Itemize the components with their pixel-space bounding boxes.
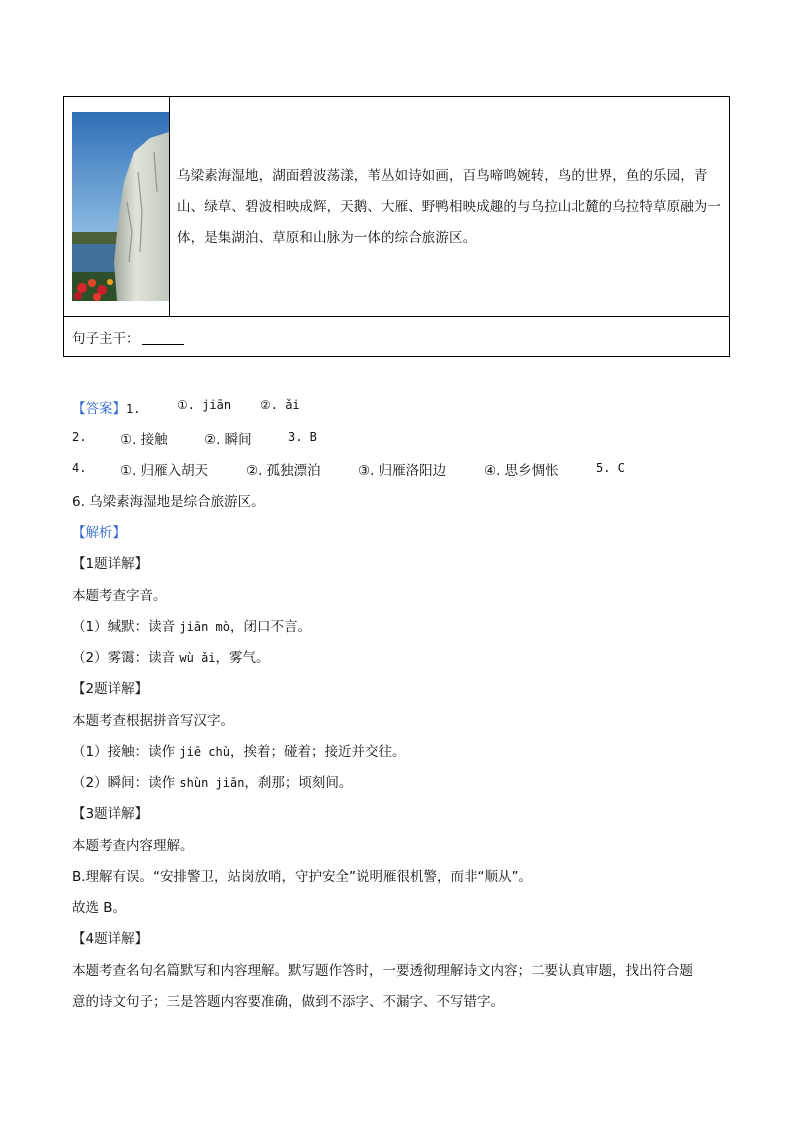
q2-title: 【2题详解】 xyxy=(72,681,149,697)
stem-row xyxy=(64,316,729,356)
stem-label: 句子主干： xyxy=(72,331,140,347)
answer-4b: ②. 孤独漂泊 xyxy=(246,463,321,479)
q1-item-1 xyxy=(72,615,311,635)
answer-2b: ②. 瞬间 xyxy=(204,432,252,448)
q2-intro: 本题考查根据拼音写汉字。 xyxy=(72,713,234,729)
answer-4d: ④. 思乡惆怅 xyxy=(484,463,559,479)
q1-item-1-prefix: （1）缄默：读音 xyxy=(72,619,180,635)
q2-item-1 xyxy=(72,740,405,760)
passage-text: 乌梁素海湿地，湖面碧波荡漾，苇丛如诗如画，百鸟啼鸣婉转，鸟的世界，鱼的乐园，青山、绿草、碧波相映成辉，天鹅、大雁、野鸭相映成趣的与乌拉山北麓的乌拉特草原融为一体，是集湖泊、草原和山脉为一体的综合旅游区。 xyxy=(177,168,721,246)
q4-body-line-1: 本题考查名句名篇默写和内容理解。默写题作答时，一要透彻理解诗文内容；二要认真审题，找出符合题 xyxy=(72,963,693,979)
sentence-stem-prompt xyxy=(72,327,184,347)
answer-1-number: 1. xyxy=(126,402,141,416)
passage-cell xyxy=(170,97,729,316)
analysis-label: 【解析】 xyxy=(72,525,126,541)
q3-title: 【3题详解】 xyxy=(72,806,149,822)
q3-conclusion: 故选 B。 xyxy=(72,900,127,916)
q2-item-1-meaning: ，挨着；碰着；接近并交往。 xyxy=(229,744,406,760)
q4-body-line-2: 意的诗文句子；三是答题内容要准确，做到不添字、不漏字、不写错字。 xyxy=(72,994,504,1010)
q4-title: 【4题详解】 xyxy=(72,931,149,947)
q1-item-2-prefix: （2）雾霭：读音 xyxy=(72,650,180,666)
q2-item-2-meaning: ，刹那；顷刻间。 xyxy=(244,775,353,791)
q1-item-2 xyxy=(72,646,270,666)
q2-item-2 xyxy=(72,771,352,791)
answer-6: 6. 乌梁素海湿地是综合旅游区。 xyxy=(72,494,265,510)
q2-item-2-pinyin: shùn jiān xyxy=(179,776,245,790)
answer-4-number: 4. xyxy=(72,461,87,475)
answer-2a: ①. 接触 xyxy=(120,432,168,448)
answer-4c: ③. 归雁洛阳边 xyxy=(358,463,447,479)
answer-2-number: 2. xyxy=(72,430,87,444)
answer-1a: ①. jiān xyxy=(177,398,232,412)
answer-label: 【答案】 xyxy=(72,401,126,417)
q2-item-2-prefix: （2）瞬间：读作 xyxy=(72,775,180,791)
q3-body: B.理解有误。“安排警卫，站岗放哨，守护安全”说明雁很机警，而非“顺从”。 xyxy=(72,869,533,885)
question-table xyxy=(63,96,730,357)
answer-4a: ①. 归雁入胡天 xyxy=(120,463,209,479)
answer-blank[interactable] xyxy=(142,332,184,345)
q1-intro: 本题考查字音。 xyxy=(72,588,167,604)
q3-intro: 本题考查内容理解。 xyxy=(72,838,194,854)
answer-3: 3. B xyxy=(288,430,317,444)
q2-item-1-prefix: （1）接触：读作 xyxy=(72,744,180,760)
q1-item-1-pinyin: jiān mò xyxy=(179,620,230,634)
answer-line-1 xyxy=(72,397,140,417)
wetland-photo xyxy=(72,112,169,301)
q2-item-1-pinyin: jiē chù xyxy=(179,745,230,759)
q1-item-2-meaning: ，雾气。 xyxy=(215,650,270,666)
answer-1b: ②. ǎi xyxy=(260,398,300,412)
q1-item-1-meaning: ，闭口不言。 xyxy=(229,619,311,635)
answer-5: 5. C xyxy=(596,461,625,475)
image-cell xyxy=(64,97,170,316)
q1-title: 【1题详解】 xyxy=(72,556,149,572)
q1-item-2-pinyin: wù ǎi xyxy=(179,651,216,665)
